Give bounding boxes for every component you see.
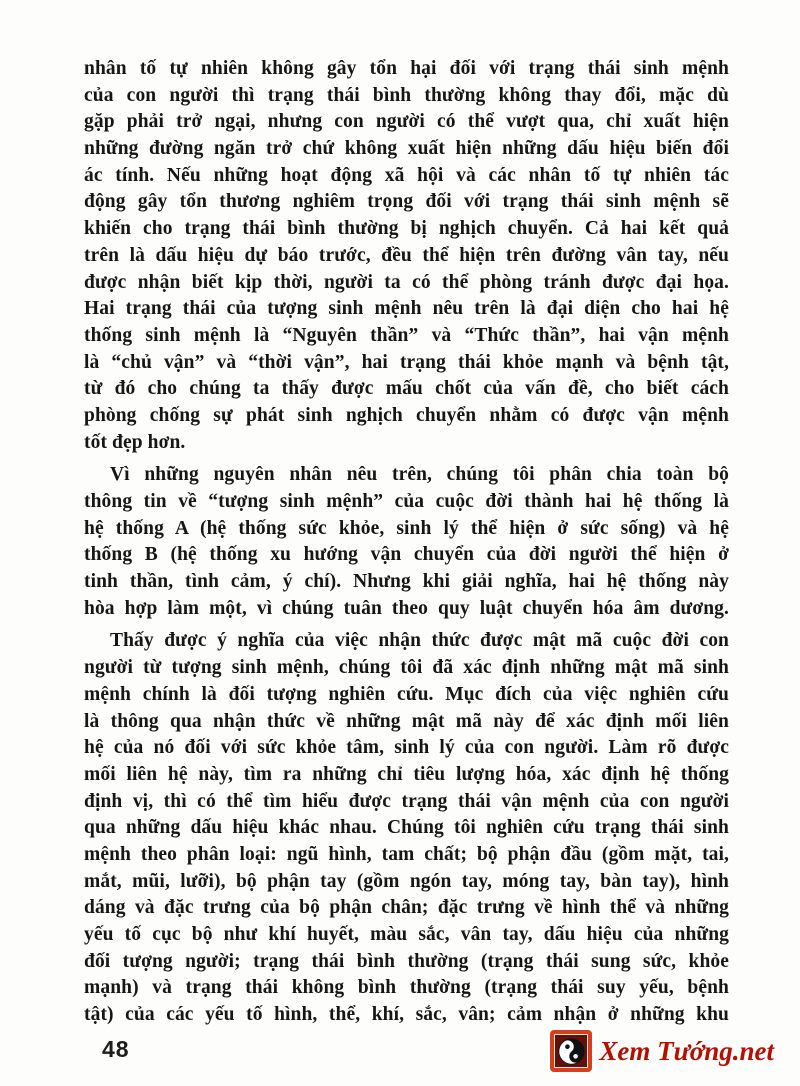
text-line: hệ của nó đối với sức khỏe tâm, sinh lý của con người. Làm rõ được <box>84 737 729 759</box>
yin-yang-icon <box>550 1030 592 1072</box>
text-line: ác tính. Nếu những hoạt động xã hội và các nhân tố tự nhiên tác <box>84 164 729 186</box>
text-line: của con người thì trạng thái bình thường không thay đổi, mặc dù <box>84 84 729 106</box>
text-line: đối tượng người; trạng thái bình thường (trạng thái sung sức, khỏe <box>84 950 729 972</box>
text-line: động gây tổn thương nghiêm trọng đối với trạng thái sinh mệnh sẽ <box>84 191 729 213</box>
text-line: mệnh theo phân loại: ngũ hình, tam chất; bộ phận đầu (gồm mặt, tai, <box>84 843 729 865</box>
text-line: nhân tố tự nhiên không gây tổn hại đối với trạng thái sinh mệnh <box>84 58 729 79</box>
text-line: mắt, mũi, lưỡi), bộ phận tay (gồm ngón tay, móng tay, bàn tay), hình <box>84 870 729 892</box>
text-line: gặp phải trở ngại, nhưng con người có thể vượt qua, chỉ xuất hiện <box>84 111 729 133</box>
watermark-text: Xem Tướng.net <box>599 1035 774 1066</box>
text-line: hệ thống A (hệ thống sức khỏe, sinh lý thể hiện ở sức sống) và hệ <box>84 517 729 539</box>
text-line: thông tin về “tượng sinh mệnh” của cuộc đời thành hai hệ thống là <box>84 491 729 512</box>
text-line: phòng chống sự phát sinh nghịch chuyển nhằm có được vận mệnh <box>84 404 729 426</box>
text-line: tinh thần, tình cảm, ý chí). Nhưng khi giải nghĩa, hai hệ thống này <box>84 571 729 593</box>
text-line: người từ tượng sinh mệnh, chúng tôi đã xác định những mật mã sinh <box>84 657 729 679</box>
text-line: định vị, thì có thể tìm hiểu được trạng thái vận mệnh của con người <box>84 790 729 812</box>
watermark <box>550 1030 774 1072</box>
text-line: được nhận biết kịp thời, người ta có thể phòng tránh được đại họa. <box>84 271 729 293</box>
text-line: thống sinh mệnh là “Nguyên thần” và “Thức thần”, hai vận mệnh <box>84 324 729 346</box>
text-line: khiến cho trạng thái bình thường bị nghịch chuyển. Cả hai kết quả <box>84 218 729 240</box>
paragraph <box>84 56 729 456</box>
page-number: 48 <box>102 1036 130 1062</box>
text-line: tốt đẹp hơn. <box>84 431 186 453</box>
text-line: mối liên hệ này, tìm ra những chỉ tiêu lượng hóa, xác định hệ thống <box>84 763 729 785</box>
text-line: Vì những nguyên nhân nêu trên, chúng tôi phân chia toàn bộ <box>110 464 729 486</box>
text-block <box>84 56 729 1029</box>
text-line: qua những dấu hiệu khác nhau. Chúng tôi nghiên cứu trạng thái sinh <box>84 817 729 839</box>
text-line: những đường ngăn trở chứ không xuất hiện những dấu hiệu biến đổi <box>84 138 729 160</box>
text-line: tật) của các yếu tố hình, thể, khí, sắc, vân; cảm nhận ở những khu <box>84 1004 729 1026</box>
text-line: thống B (hệ thống xu hướng vận chuyển của đời người thể hiện ở <box>84 544 729 566</box>
text-line: mệnh chính là đối tượng nghiên cứu. Mục đích của việc nghiên cứu <box>84 683 729 705</box>
text-line: từ đó cho chúng ta thấy được mấu chốt của vấn đề, cho biết cách <box>84 378 729 400</box>
text-line: Hai trạng thái của tượng sinh mệnh nêu trên là đại diện cho hai hệ <box>84 298 729 320</box>
paragraph <box>84 462 729 622</box>
text-line: hòa hợp làm một, vì chúng tuân theo quy luật chuyển hóa âm dương. <box>84 597 729 619</box>
text-line: là “chủ vận” và “thời vận”, hai trạng thái khỏe mạnh và bệnh tật, <box>84 351 729 373</box>
text-line: yếu tố cục bộ như khí huyết, màu sắc, vân tay, dấu hiệu của những <box>84 924 729 945</box>
text-line: mạnh) và trạng thái không bình thường (trạng thái suy yếu, bệnh <box>84 977 729 999</box>
text-line: trên là dấu hiệu dự báo trước, đều thể hiện trên đường vân tay, nếu <box>84 244 729 266</box>
text-line: dáng và đặc trưng của bộ phận chân; đặc trưng về hình thể và những <box>84 897 729 919</box>
text-line: Thấy được ý nghĩa của việc nhận thức được mật mã cuộc đời con <box>110 630 729 652</box>
paragraph <box>84 628 729 1028</box>
text-line: là thông qua nhận thức về những mật mã này để xác định mối liên <box>84 710 729 732</box>
